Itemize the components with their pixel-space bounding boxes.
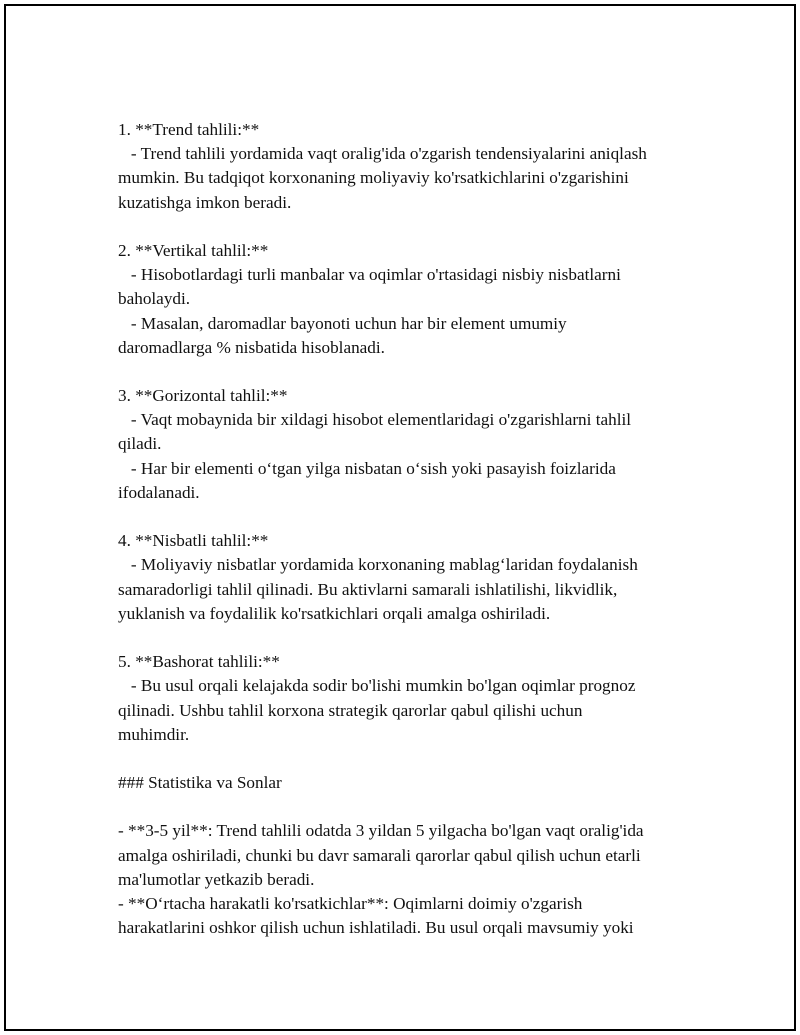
text-line: amalga oshiriladi, chunki bu davr samarali qarorlar qabul qilish uchun etarli bbox=[118, 845, 641, 865]
text-line: - Hisobotlardagi turli manbalar va oqimlar o'rtasidagi nisbiy nisbatlarni bbox=[118, 265, 621, 285]
document-body bbox=[118, 118, 698, 940]
text-line: - **O‘rtacha harakatli ko'rsatkichlar**: Oqimlarni doimiy o'zgarish bbox=[118, 894, 583, 913]
text-line: daromadlarga % nisbatida hisoblanadi. bbox=[118, 337, 385, 357]
text-line: baholaydi. bbox=[118, 289, 191, 309]
text-line: ifodalanadi. bbox=[118, 482, 200, 502]
text-line: 3. **Gorizontal tahlil:** bbox=[118, 386, 288, 406]
text-line: 4. **Nisbatli tahlil:** bbox=[118, 531, 269, 551]
blank-line bbox=[118, 747, 698, 771]
text-line: qilinadi. Ushbu tahlil korxona strategik qarorlar qabul qilishi uchun bbox=[118, 700, 583, 720]
text-line: harakatlarini oshkor qilish uchun ishlatiladi. Bu usul orqali mavsumiy yoki bbox=[118, 918, 634, 938]
text-line: kuzatishga imkon beradi. bbox=[118, 192, 292, 212]
text-line: - Masalan, daromadlar bayonoti uchun har bir element umumiy bbox=[118, 313, 567, 333]
text-line: 1. **Trend tahlili:** bbox=[118, 120, 260, 139]
section-heading: ### Statistika va Sonlar bbox=[118, 773, 282, 793]
text-line: - Bu usul orqali kelajakda sodir bo'lishi mumkin bo'lgan oqimlar prognoz bbox=[118, 676, 636, 696]
text-line: muhimdir. bbox=[118, 724, 190, 744]
blank-line bbox=[118, 215, 698, 239]
text-line: yuklanish va foydalilik ko'rsatkichlari orqali amalga oshiriladi. bbox=[118, 603, 551, 623]
text-line: - Trend tahlili yordamida vaqt oralig'ida o'zgarish tendensiyalarini aniqlash bbox=[118, 144, 647, 164]
text-line: ma'lumotlar yetkazib beradi. bbox=[118, 869, 315, 889]
text-line: - **3-5 yil**: Trend tahlili odatda 3 yildan 5 yilgacha bo'lgan vaqt oralig'ida bbox=[118, 821, 644, 841]
blank-line bbox=[118, 626, 698, 650]
text-line: - Vaqt mobaynida bir xildagi hisobot elementlaridagi o'zgarishlarni tahlil bbox=[118, 410, 632, 430]
blank-line bbox=[118, 505, 698, 529]
text-line: - Moliyaviy nisbatlar yordamida korxonaning mablag‘laridan foydalanish bbox=[118, 555, 638, 575]
text-line: 2. **Vertikal tahlil:** bbox=[118, 240, 269, 260]
blank-line bbox=[118, 795, 698, 819]
text-line: - Har bir elementi o‘tgan yilga nisbatan o‘sish yoki pasayish foizlarida bbox=[118, 458, 616, 478]
text-line: qiladi. bbox=[118, 434, 162, 454]
text-line: samaradorligi tahlil qilinadi. Bu aktivlarni samarali ishlatilishi, likvidlik, bbox=[118, 579, 618, 599]
blank-line bbox=[118, 360, 698, 384]
text-line: mumkin. Bu tadqiqot korxonaning moliyaviy ko'rsatkichlarini o'zgarishini bbox=[118, 168, 629, 188]
text-line: 5. **Bashorat tahlili:** bbox=[118, 652, 280, 672]
